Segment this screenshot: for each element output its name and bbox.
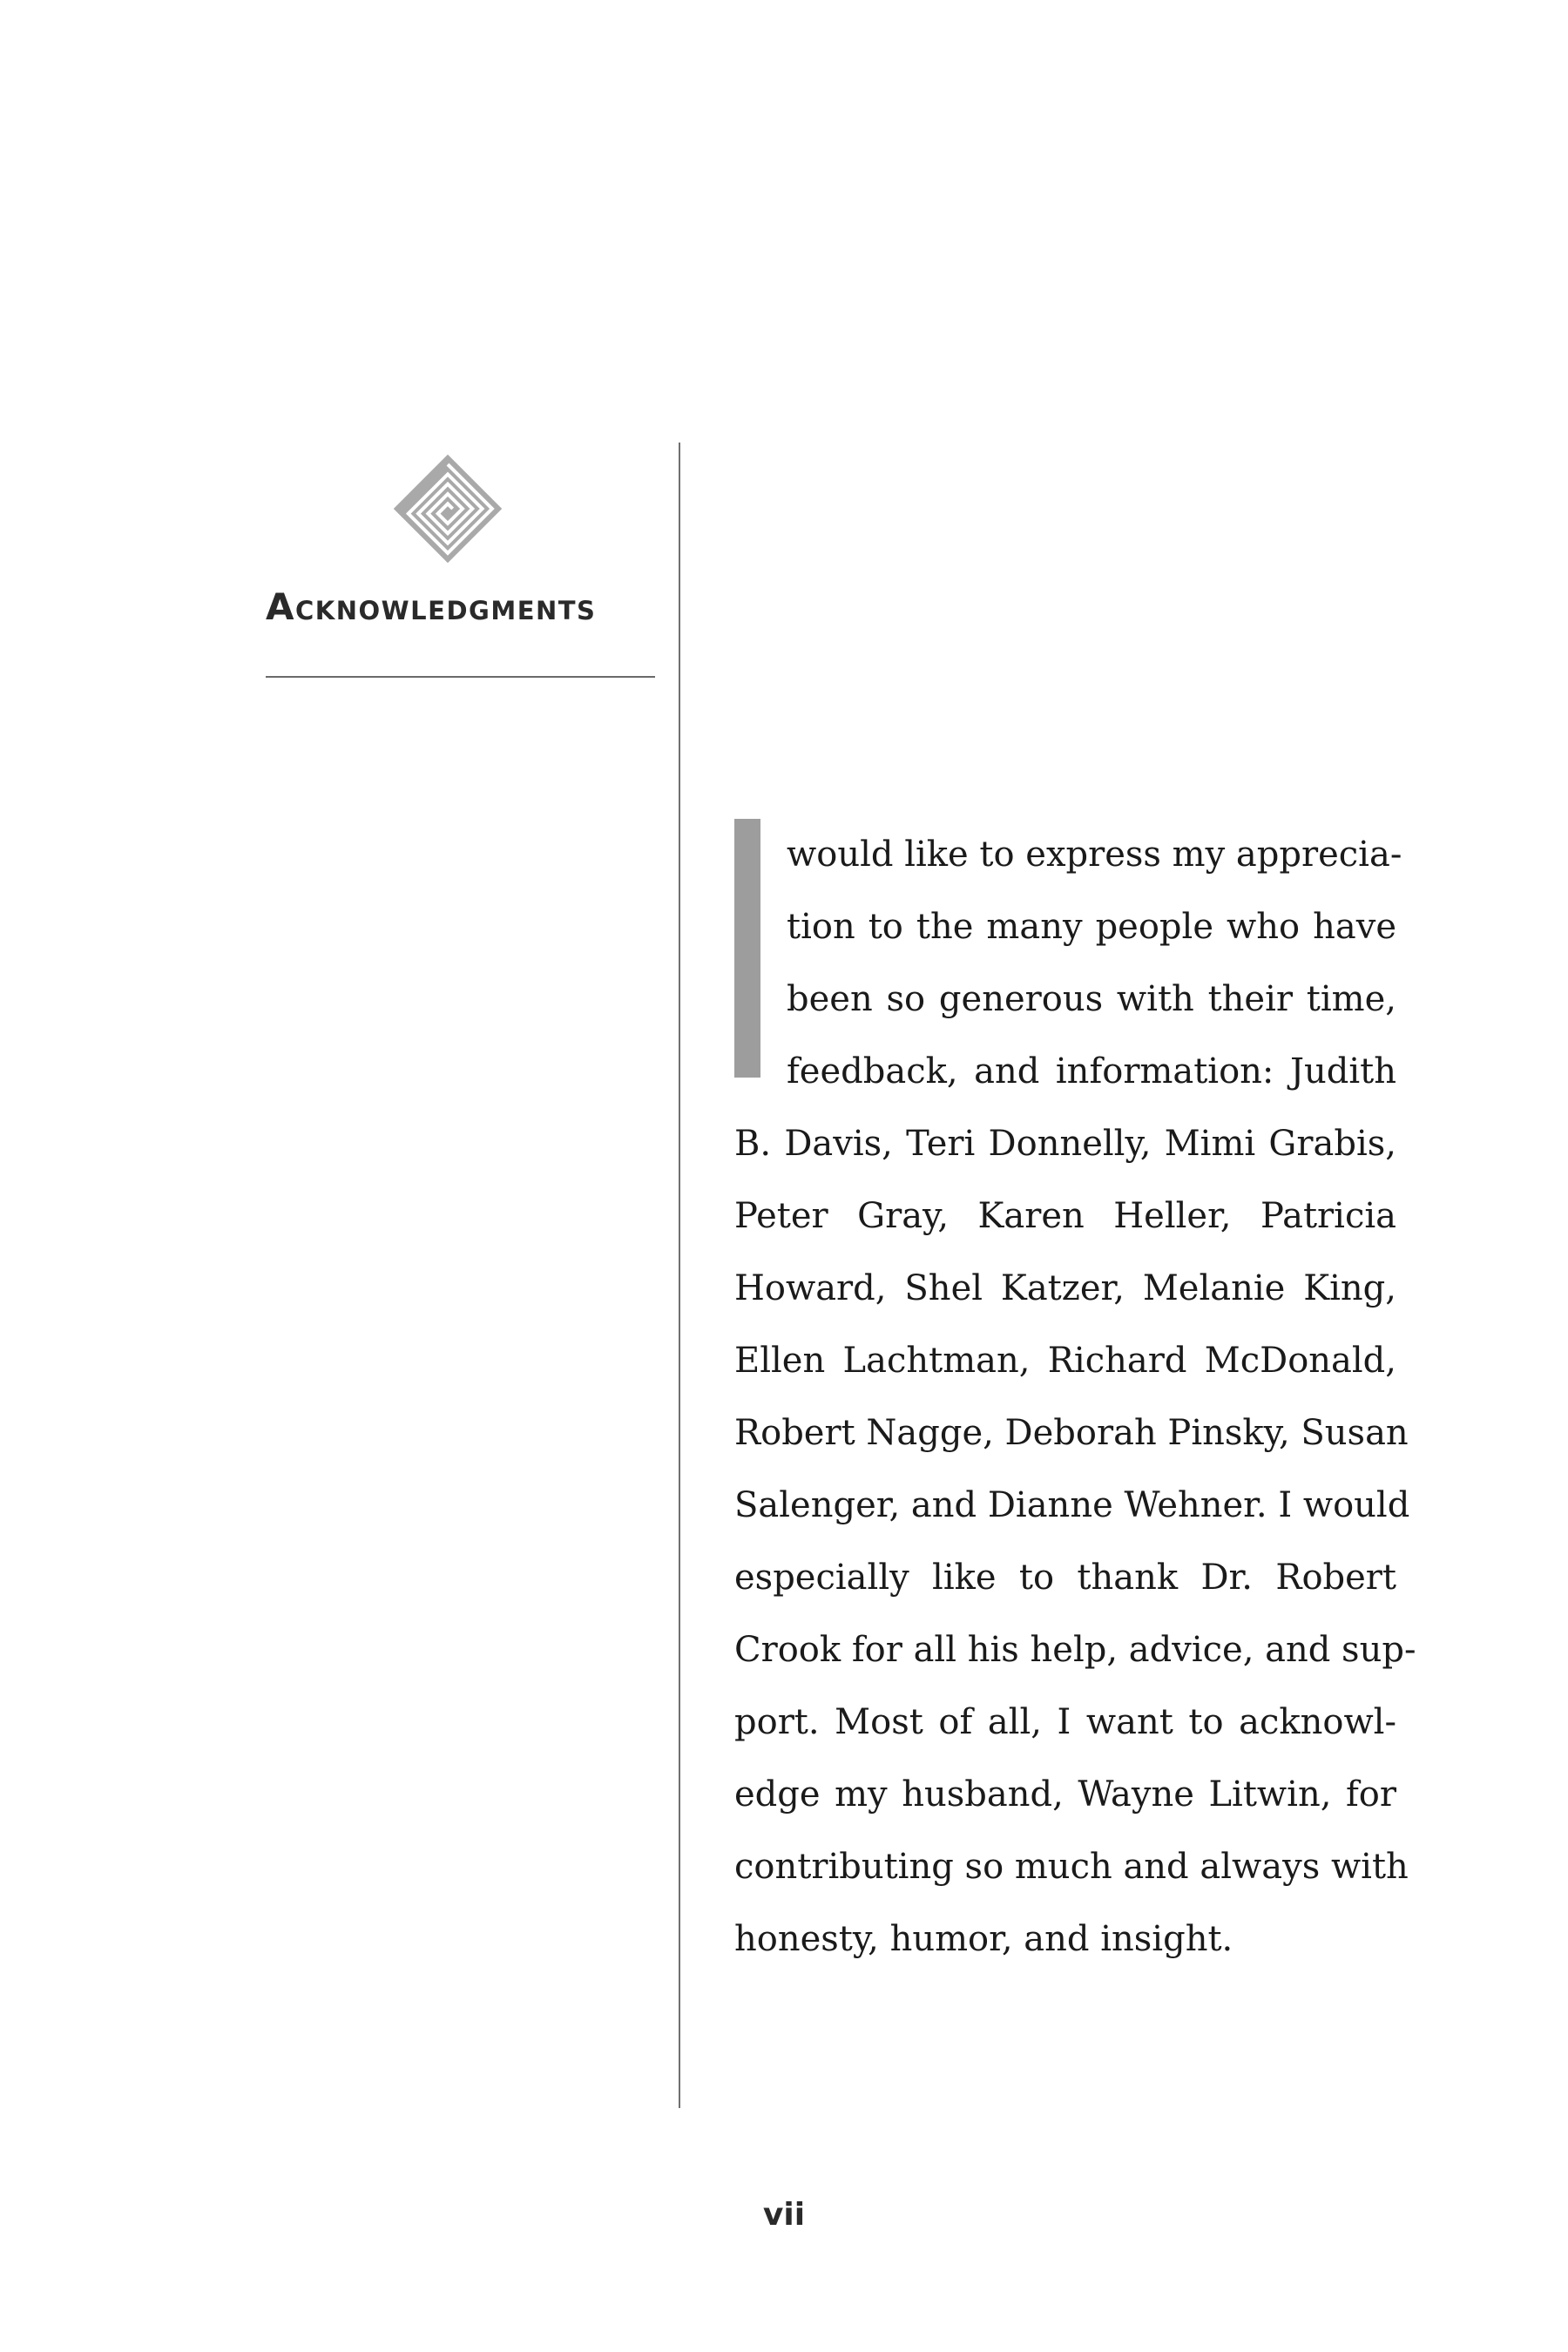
page-title: Acknowledgments [266,585,597,628]
acknowledgments-body [734,819,1416,1976]
page-number: vii [762,2197,806,2233]
body-line: feedback, and information: Judith [787,1051,1396,1092]
body-line: contributing so much and always with [734,1847,1409,1887]
body-line: Salenger, and Dianne Wehner. I would [734,1485,1410,1525]
body-line: especially like to thank Dr. Robert [734,1558,1396,1598]
body-line: port. Most of all, I want to acknowl- [734,1702,1396,1742]
spiral-diamond-icon [390,451,505,566]
body-line: Crook for all his help, advice, and sup- [734,1630,1416,1670]
body-line: tion to the many people who have [787,907,1396,947]
body-line: B. Davis, Teri Donnelly, Mimi Grabis, [734,1124,1396,1164]
body-line: Peter Gray, Karen Heller, Patricia [734,1196,1396,1236]
body-line: Howard, Shel Katzer, Melanie King, [734,1268,1396,1308]
body-line: Robert Nagge, Deborah Pinsky, Susan [734,1413,1409,1453]
body-line: been so generous with their time, [787,979,1396,1019]
body-line: would like to express my apprecia- [787,835,1402,875]
body-line: honesty, humor, and insight. [734,1919,1233,1959]
body-line: edge my husband, Wayne Litwin, for [734,1774,1396,1815]
heading-divider [266,676,655,678]
column-divider [679,443,680,2108]
body-line: Ellen Lachtman, Richard McDonald, [734,1341,1396,1381]
